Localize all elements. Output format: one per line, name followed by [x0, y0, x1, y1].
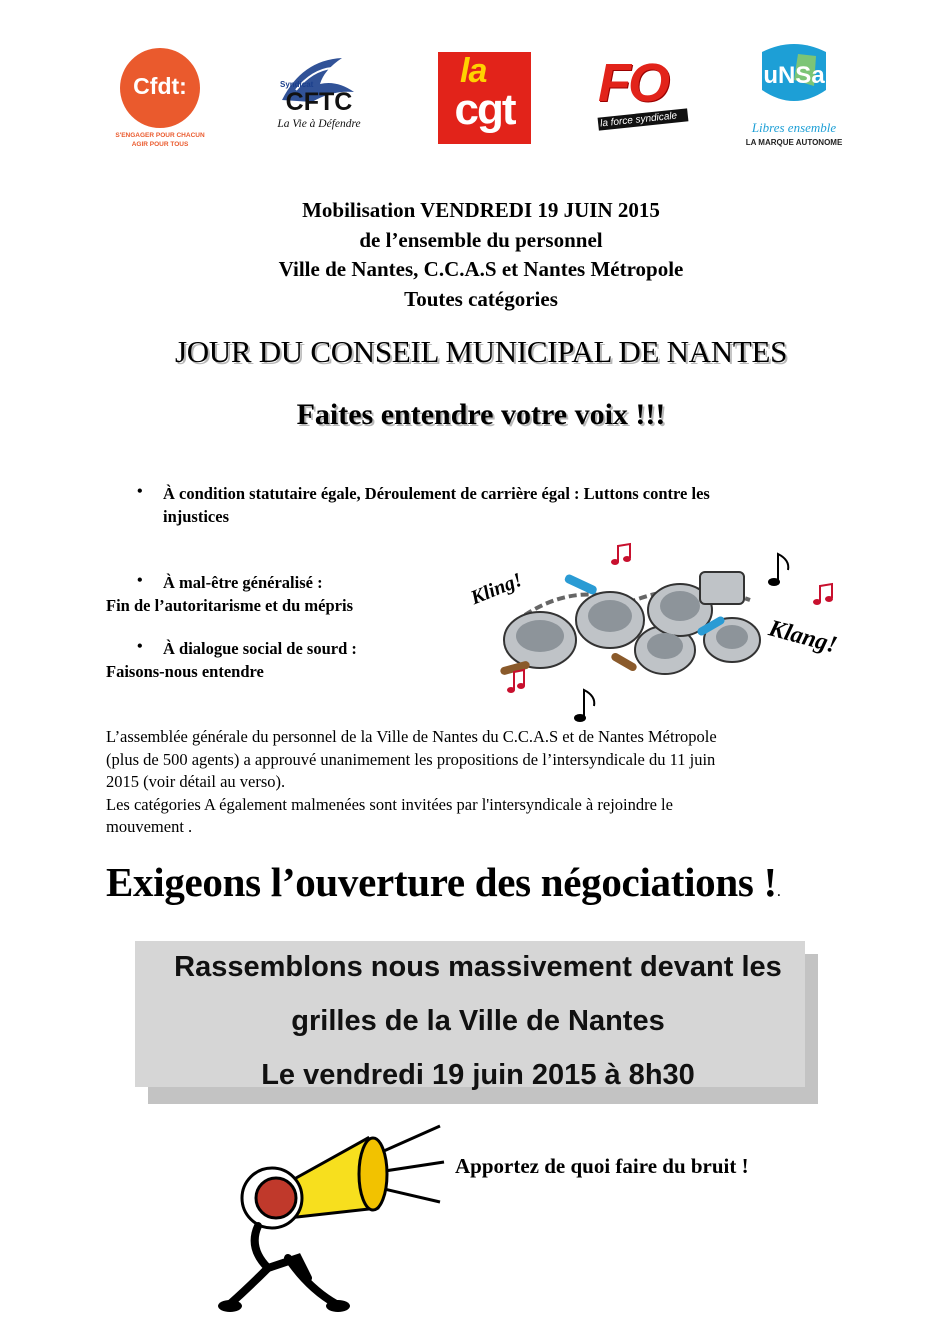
fo-tagline: la force syndicale — [598, 108, 689, 130]
bullet-dot-1: • — [137, 483, 143, 500]
paragraph-line-4: Les catégories A également malmenées sont invitées par l'intersyndicale à rejoindre le — [106, 794, 673, 814]
header-line-1: Mobilisation VENDREDI 19 JUIN 2015 — [302, 198, 660, 222]
callout-text — [118, 940, 838, 1102]
paragraph-line-2: (plus de 500 agents) a approuvé unanimement les propositions de l’intersyndicale du 11 juin — [106, 749, 716, 769]
bring-noise-text: Apportez de quoi faire du bruit ! — [455, 1154, 749, 1178]
paragraph-line-3: 2015 (voir détail au verso). — [106, 772, 286, 791]
assembly-paragraph — [106, 726, 846, 839]
unsa-logo — [744, 40, 844, 152]
cgt-logo — [438, 52, 531, 144]
kling-text: Kling! — [467, 568, 526, 610]
callout-line-3: Le vendredi 19 juin 2015 à 8h30 — [261, 1059, 695, 1091]
cfdt-logo-name: Cfdt: — [133, 73, 187, 99]
cfdt-logo — [112, 40, 208, 152]
demand-text: Exigeons l’ouverture des négociations ! — [106, 859, 777, 905]
callout-line-2: grilles de la Ville de Nantes — [291, 1005, 665, 1037]
bullet-1-line-1: À condition statutaire égale, Déroulement de carrière égal : Luttons contre les — [163, 484, 710, 503]
bullet-3-line-1: À dialogue social de sourd : — [163, 639, 357, 658]
bullet-2-line-2: Fin de l’autoritarisme et du mépris — [106, 596, 354, 615]
cftc-tagline: La Vie à Défendre — [277, 118, 361, 130]
unsa-tagline: Libres ensemble — [751, 120, 837, 135]
header-line-4: Toutes catégories — [404, 286, 558, 311]
megaphone-mascot-icon — [218, 1108, 448, 1318]
paragraph-line-5: mouvement . — [106, 817, 193, 836]
bullet-dot-3: • — [137, 638, 143, 655]
cftc-logo-name: CFTC — [285, 88, 353, 116]
cftc-logo — [262, 40, 376, 152]
klang-text: Klang! — [765, 615, 840, 659]
pots-and-pans-illustration — [460, 540, 870, 730]
bullet-2-line-1: À mal-être généralisé : — [163, 573, 323, 592]
header-line-3: Ville de Nantes, C.C.A.S et Nantes Métropole — [278, 257, 684, 281]
cgt-logo-la: la — [460, 52, 487, 90]
unsa-sub: LA MARQUE AUTONOME — [745, 138, 843, 147]
paragraph-line-1: L’assemblée générale du personnel de la Ville de Nantes du C.C.A.S et de Nantes Métropole — [106, 727, 717, 746]
unsa-logo-name: uNSa — [763, 62, 825, 89]
cgt-logo-name: cgt — [454, 85, 515, 134]
cfdt-tagline-1: S'ENGAGER POUR CHACUN — [115, 132, 205, 139]
demand-heading — [106, 858, 781, 906]
page-title: JOUR DU CONSEIL MUNICIPAL DE NANTES — [174, 334, 788, 369]
cftc-kicker: Syndicat — [280, 80, 314, 89]
page-subtitle: Faites entendre votre voix !!! — [296, 398, 666, 431]
bullet-dot-2: • — [137, 572, 143, 589]
mobilisation-header — [0, 196, 950, 314]
bullet-3-line-2: Faisons-nous entendre — [106, 662, 264, 681]
fo-logo-name: FO — [598, 53, 667, 113]
bullet-1-line-2: injustices — [163, 507, 229, 526]
fo-logo — [596, 53, 686, 138]
cfdt-tagline-2: AGIR POUR TOUS — [131, 141, 189, 148]
header-line-2: de l’ensemble du personnel — [359, 227, 603, 252]
demand-dot: . — [776, 883, 781, 900]
callout-line-1: Rassemblons nous massivement devant les — [174, 951, 782, 983]
